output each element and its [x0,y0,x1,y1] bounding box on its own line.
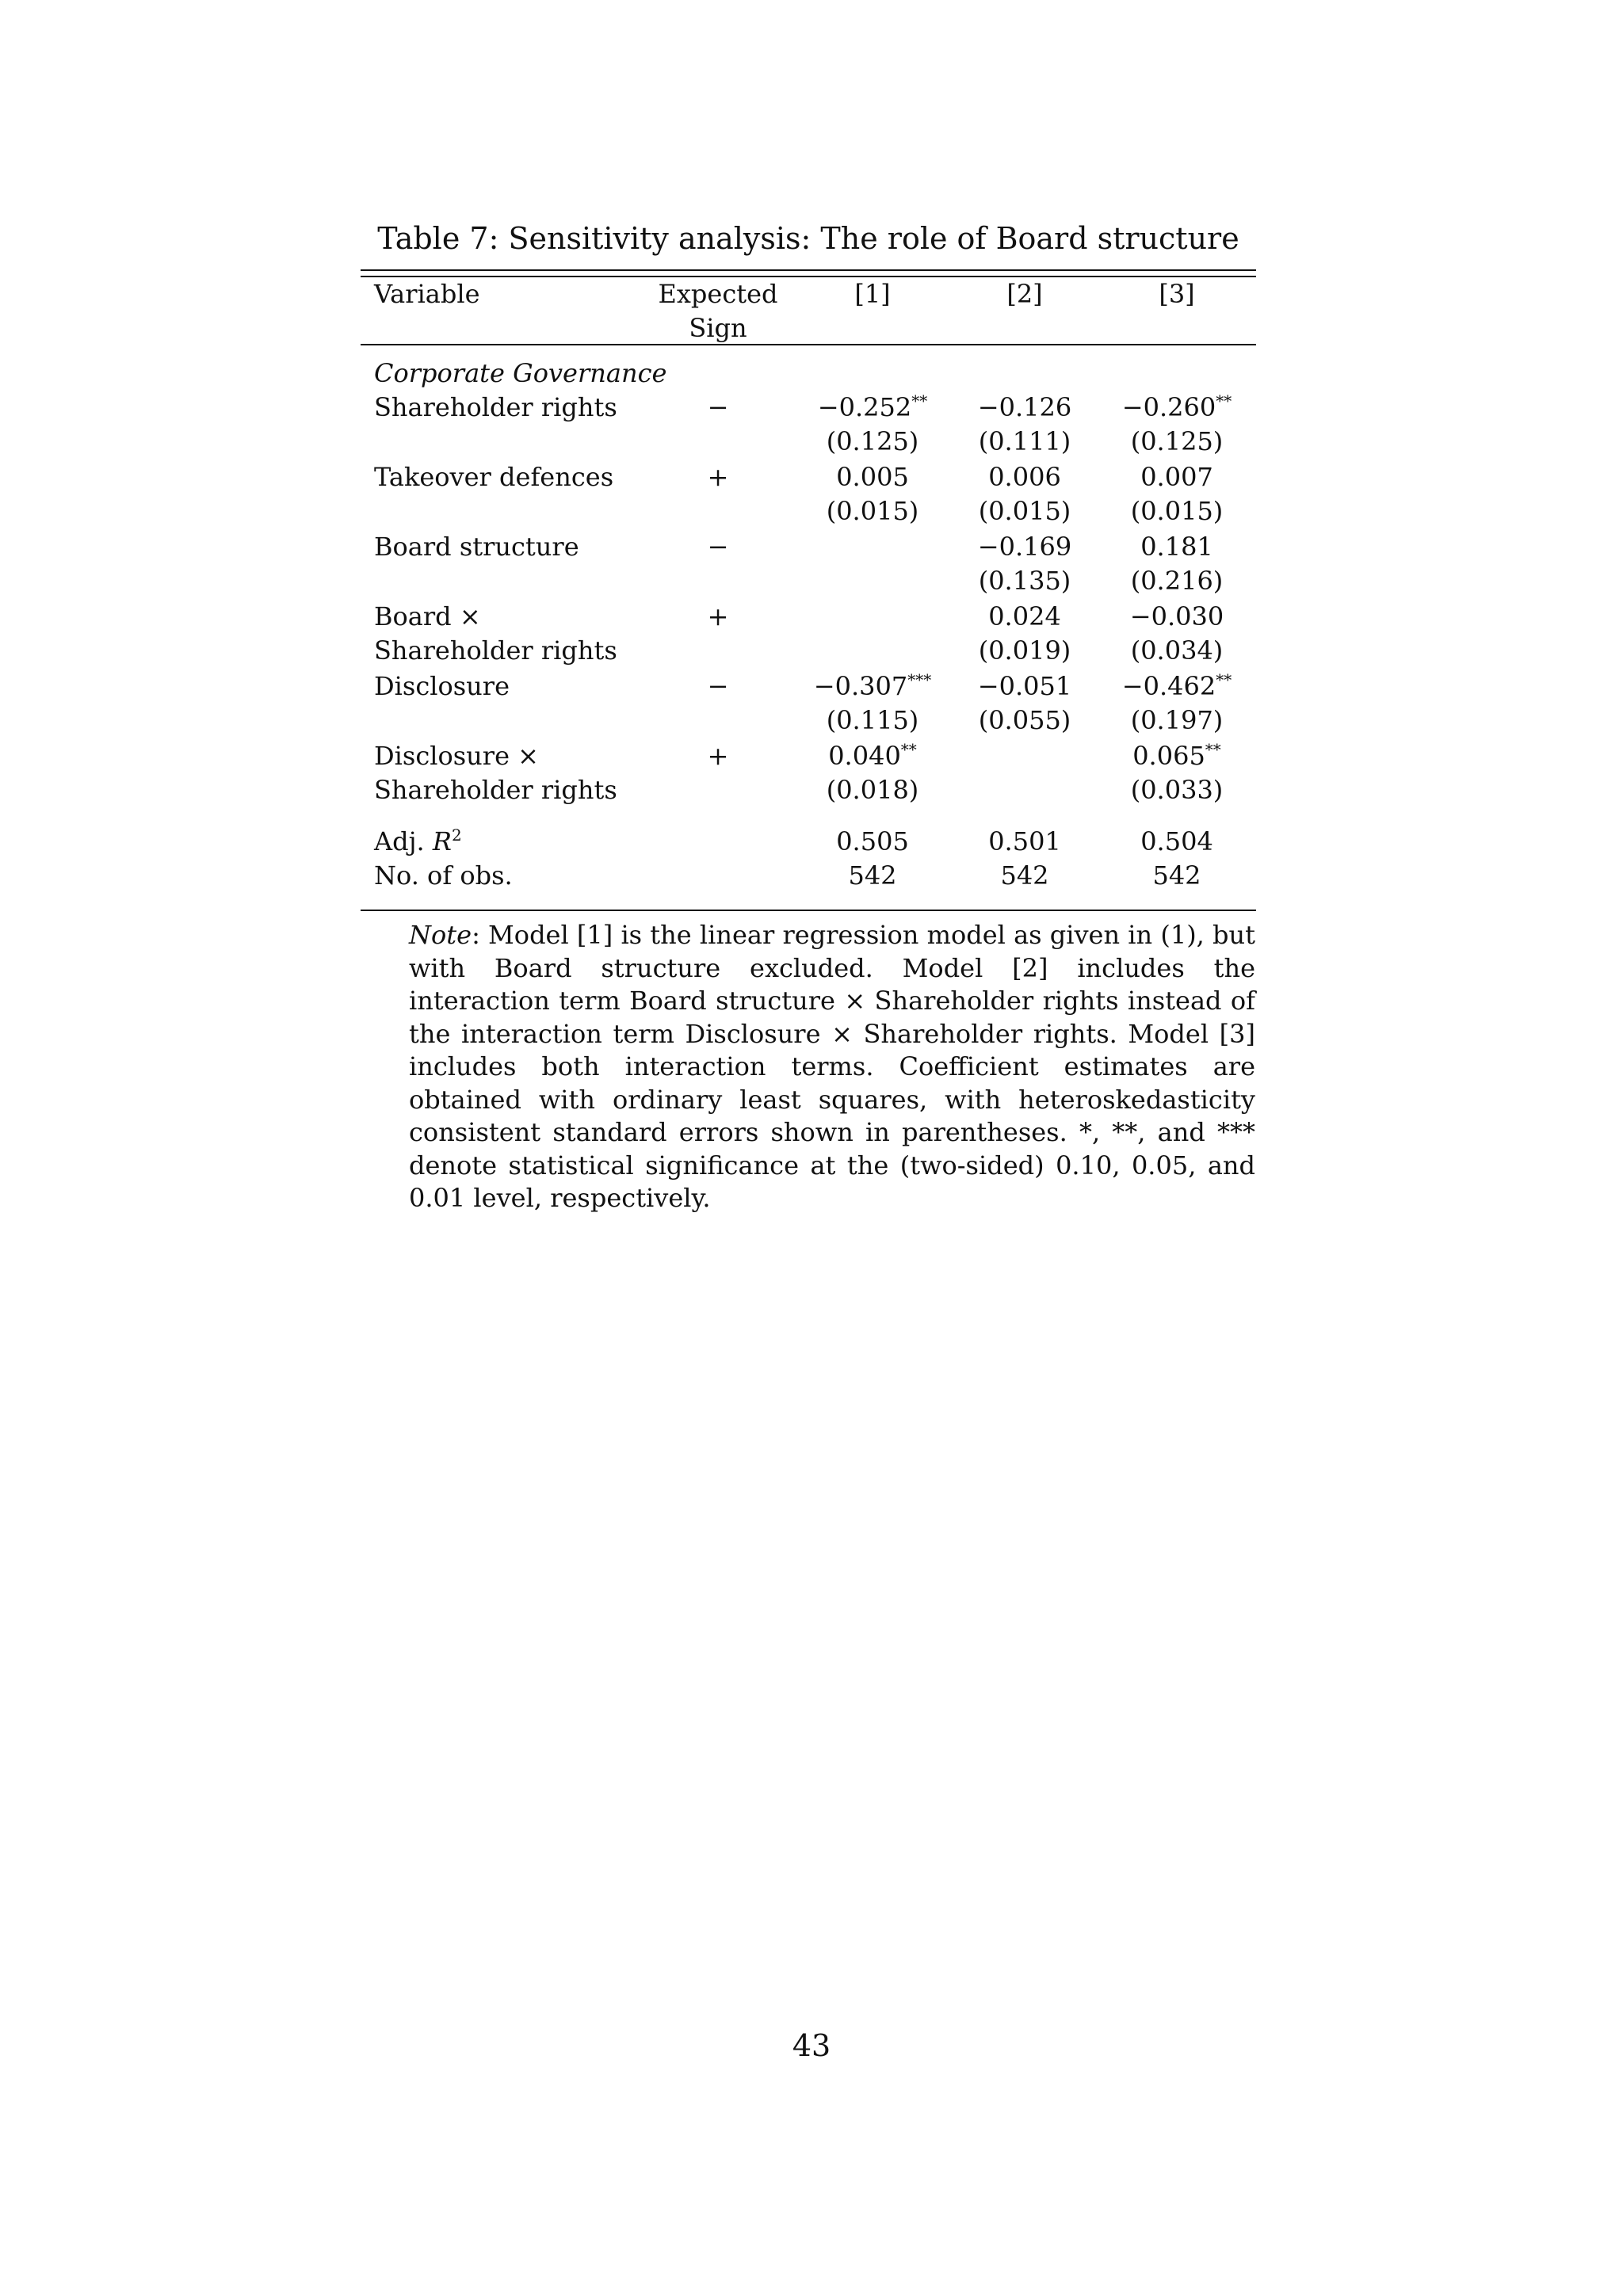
section-label: Corporate Governance [374,358,667,388]
standard-error-line [361,634,1256,668]
coefficient-m2: 0.006 [988,462,1061,492]
standard-error-m3: (0.125) [1130,426,1224,456]
coefficient-m2: −0.051 [977,671,1072,701]
adj-r2-label: Adj. $R^2$ [374,826,462,856]
header-model-2: [2] [1006,279,1043,309]
variable-name: Board × [374,601,481,631]
coefficient-m2: 0.024 [988,601,1061,631]
standard-error-line [361,425,1256,459]
obs-m1: 542 [848,860,897,891]
coefficient-line [361,391,1256,425]
note-label: Note [409,920,472,950]
coefficient-m3: 0.181 [1140,532,1213,562]
standard-error-m1: (0.125) [826,426,919,456]
table-row [361,739,1256,807]
significance-marker: ** [911,391,928,410]
significance-marker: *** [907,670,932,689]
coefficient-line [361,460,1256,494]
standard-error-line [361,494,1256,528]
coefficient-line [361,669,1256,704]
adj-r2-m1: 0.505 [836,826,909,856]
standard-error-line [361,564,1256,598]
header-expected-sign [643,277,793,345]
adj-r2-m2: 0.501 [988,826,1061,856]
standard-error-line [361,704,1256,738]
expected-sign: + [707,462,729,492]
header-model-1: [1] [854,279,891,309]
header-model-3: [3] [1159,279,1195,309]
significance-marker: ** [900,740,917,759]
top-rule-1 [361,269,1256,271]
standard-error-m2: (0.135) [978,566,1071,596]
significance-marker: ** [1216,670,1232,689]
page-number: 43 [792,2028,831,2063]
adj-r2-row [361,825,1256,859]
table-header [361,277,1256,345]
variable-name-cont: Shareholder rights [374,775,617,805]
bottom-rule [361,910,1256,911]
coefficient-line [361,530,1256,564]
expected-sign: − [707,532,729,562]
standard-error-m2: (0.055) [978,705,1071,735]
coefficient-line [361,600,1256,634]
standard-error-line [361,773,1256,807]
coefficient-m3: −0.462** [1121,670,1232,701]
obs-m3: 542 [1152,860,1201,891]
standard-error-m1: (0.015) [826,496,919,526]
expected-sign: + [707,601,729,631]
standard-error-m3: (0.015) [1130,496,1224,526]
coefficient-m3: −0.260** [1121,391,1232,422]
table-row [361,460,1256,528]
coefficient-m2: −0.126 [977,392,1072,422]
section-label-row [361,357,1256,391]
adj-r2-m3: 0.504 [1140,826,1213,856]
significance-marker: ** [1205,740,1221,759]
expected-sign: + [707,741,729,771]
coefficient-m3: 0.065** [1132,740,1221,771]
standard-error-m2: (0.019) [978,635,1071,666]
table-row [361,530,1256,598]
coefficient-m2: −0.169 [977,532,1072,562]
table-note [409,919,1255,1215]
coefficient-m1: −0.307*** [813,670,932,701]
variable-name-cont: Shareholder rights [374,635,617,666]
variable-name: Shareholder rights [374,392,617,422]
standard-error-m3: (0.034) [1130,635,1224,666]
table-row [361,600,1256,668]
coefficient-m1: 0.005 [836,462,909,492]
variable-name: Board structure [374,532,579,562]
coefficient-m1: −0.252** [817,391,928,422]
variable-name: Takeover defences [374,462,614,492]
regression-table [361,277,1256,893]
standard-error-m1: (0.018) [826,775,919,805]
table-row [361,669,1256,738]
coefficient-line [361,739,1256,773]
variable-name: Disclosure [374,671,510,701]
variable-name: Disclosure × [374,741,539,771]
table-row [361,391,1256,459]
coefficient-m3: −0.030 [1129,601,1224,631]
coefficient-m1: 0.040** [828,740,917,771]
header-sign-line1: Expected [658,279,778,309]
expected-sign: − [707,671,729,701]
header-sign-line2: Sign [689,313,747,343]
expected-sign: − [707,392,729,422]
significance-marker: ** [1216,391,1232,410]
note-text: : Model [1] is the linear regression model as given in (1), but with Board structure excluded. Model [2] includes the interaction term Board structure × Shareholder rights instead of the interaction term Disclosure × Shareholder rights. Model [3] includes both interaction terms. Coefficient estimates are obtained with ordinary least squares, with heteroskedasticity consistent standard errors shown in parentheses. *, **, and *** denote statistical significance at the (two-sided) 0.10, 0.05, and 0.01 level, respectively. [409,920,1255,1213]
standard-error-m3: (0.216) [1130,566,1224,596]
standard-error-m1: (0.115) [826,705,919,735]
obs-label: No. of obs. [374,860,513,891]
standard-error-m3: (0.033) [1130,775,1224,805]
standard-error-m2: (0.111) [978,426,1071,456]
header-variable: Variable [374,279,480,309]
obs-m2: 542 [1000,860,1049,891]
coefficient-m3: 0.007 [1140,462,1213,492]
table-caption: Table 7: Sensitivity analysis: The role of Board structure [377,221,1239,256]
standard-error-m3: (0.197) [1130,705,1224,735]
standard-error-m2: (0.015) [978,496,1071,526]
obs-row [361,859,1256,893]
table-body [361,391,1256,807]
